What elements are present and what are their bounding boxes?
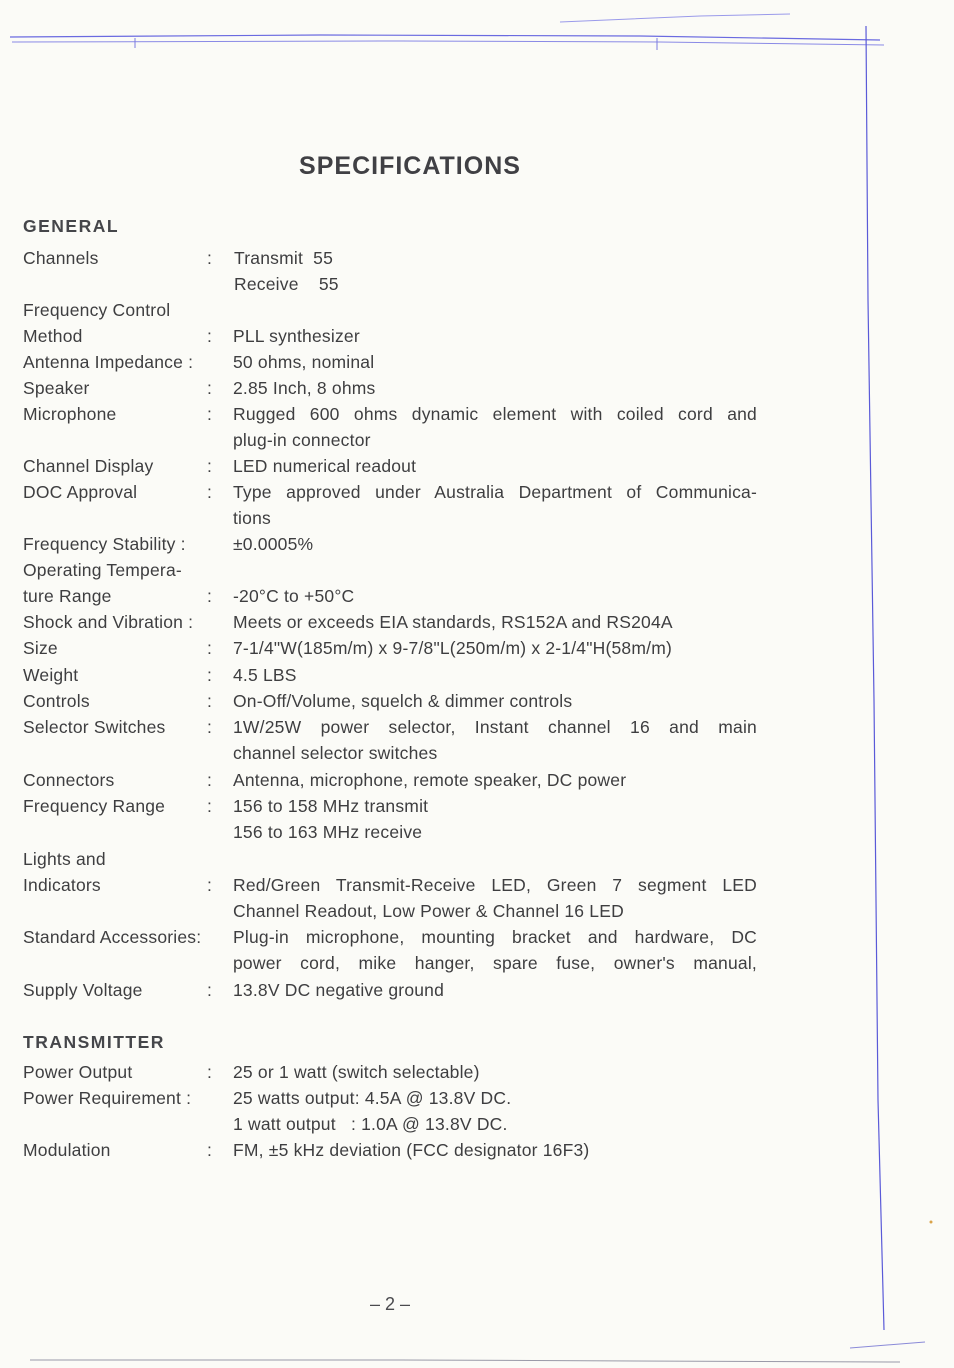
spec-value: tions — [233, 508, 271, 528]
spec-value: channel selector switches — [233, 743, 438, 763]
section-heading-general: GENERAL — [23, 216, 120, 236]
colon: : — [207, 638, 213, 658]
spec-row-channel-display — [0, 456, 954, 482]
spec-row-frequency-stability — [0, 534, 954, 560]
colon: : — [207, 980, 213, 1000]
spec-row-controls — [0, 691, 954, 717]
spec-row-antenna-impedance — [0, 352, 954, 378]
spec-row-method — [0, 326, 954, 352]
spec-label: DOC Approval — [23, 482, 138, 502]
spec-row-weight — [0, 665, 954, 691]
spec-row-speaker — [0, 378, 954, 404]
colon: : — [207, 378, 213, 398]
spec-value: FM, ±5 kHz deviation (FCC designator 16F3) — [233, 1140, 590, 1160]
colon: : — [207, 691, 213, 711]
spec-value: Transmit 55 — [234, 248, 334, 268]
spec-row-frequency-control — [0, 300, 954, 326]
spec-value: 50 ohms, nominal — [233, 352, 375, 372]
colon: : — [207, 717, 213, 737]
spec-row-frequency-range — [0, 796, 954, 822]
spec-row-power-requirement — [0, 1088, 954, 1114]
spec-row-selector-switches-cont — [0, 743, 954, 769]
colon: : — [207, 404, 213, 424]
spec-row-power-output — [0, 1062, 954, 1088]
bottom-pen-line — [850, 1342, 925, 1348]
colon: : — [207, 482, 213, 502]
colon: : — [207, 665, 213, 685]
spec-row-channels-receive — [0, 274, 954, 300]
page-number: – 2 – — [369, 1294, 411, 1314]
colon: : — [207, 1062, 213, 1082]
spec-value: 1 watt output : 1.0A @ 13.8V DC. — [233, 1114, 508, 1134]
spec-value: On-Off/Volume, squelch & dimmer controls — [233, 691, 573, 711]
spec-value: ±0.0005% — [233, 534, 314, 554]
spec-value: Channel Readout, Low Power & Channel 16 LED — [233, 901, 624, 921]
spec-label: Lights and — [23, 849, 106, 869]
spec-value: -20°C to +50°C — [233, 586, 355, 606]
spec-value: PLL synthesizer — [233, 326, 360, 346]
spec-label: Weight — [23, 665, 79, 685]
spec-label: Speaker — [23, 378, 90, 398]
colon: : — [207, 796, 213, 816]
spec-label: Antenna Impedance : — [23, 352, 194, 372]
spec-label: Channels — [23, 248, 99, 268]
spec-row-shock-vibration — [0, 612, 954, 638]
spec-row-microphone — [0, 404, 954, 430]
top-pen-line — [10, 35, 880, 40]
spec-label: Microphone — [23, 404, 117, 424]
spec-label: Shock and Vibration : — [23, 612, 194, 632]
spec-row-temperature-range — [0, 586, 954, 612]
spec-label: Operating Tempera- — [23, 560, 182, 580]
spec-value: LED numerical readout — [233, 456, 417, 476]
spec-row-lights — [0, 849, 954, 875]
spec-label: Power Output — [23, 1062, 133, 1082]
colon: : — [207, 1140, 213, 1160]
spec-value: 4.5 LBS — [233, 665, 297, 685]
spec-row-frequency-range-cont — [0, 822, 954, 848]
spec-label: Connectors — [23, 770, 115, 790]
spec-label: Power Requirement : — [23, 1088, 192, 1108]
spec-label: Frequency Range — [23, 796, 166, 816]
top-pen-stroke — [560, 14, 790, 22]
colon: : — [207, 586, 213, 606]
spec-row-selector-switches — [0, 717, 954, 743]
spec-row-doc-approval-cont — [0, 508, 954, 534]
spec-value: 156 to 163 MHz receive — [233, 822, 423, 842]
spec-value: 2.85 Inch, 8 ohms — [233, 378, 376, 398]
spec-row-operating-temperature — [0, 560, 954, 586]
spec-value: 13.8V DC negative ground — [233, 980, 445, 1000]
spec-row-standard-accessories-cont — [0, 953, 954, 979]
spec-value: Meets or exceeds EIA standards, RS152A and RS204A — [233, 612, 673, 632]
spec-value: Plug-in microphone, mounting bracket and hardware, DC — [233, 927, 757, 947]
spec-value: Rugged 600 ohms dynamic element with coiled cord and — [233, 404, 757, 424]
spec-value: Antenna, microphone, remote speaker, DC power — [233, 770, 627, 790]
spec-value: power cord, mike hanger, spare fuse, owner's manual, — [233, 953, 757, 973]
page-title: SPECIFICATIONS — [299, 152, 521, 180]
colon: : — [207, 875, 213, 895]
spec-value: 156 to 158 MHz transmit — [233, 796, 429, 816]
spec-row-modulation — [0, 1140, 954, 1166]
spec-row-channels — [0, 248, 954, 274]
spec-label: Size — [23, 638, 58, 658]
colon: : — [207, 326, 213, 346]
spec-label: Controls — [23, 691, 90, 711]
spec-label: Selector Switches — [23, 717, 166, 737]
spec-row-power-requirement-cont — [0, 1114, 954, 1140]
top-pen-line-2 — [12, 41, 884, 45]
spec-label: Indicators — [23, 875, 101, 895]
spec-value: plug-in connector — [233, 430, 371, 450]
section-heading-transmitter: TRANSMITTER — [23, 1032, 165, 1052]
spec-value: 1W/25W power selector, Instant channel 16 and main — [233, 717, 757, 737]
spec-label: Method — [23, 326, 83, 346]
spec-row-microphone-cont — [0, 430, 954, 456]
spec-label: Frequency Control — [23, 300, 171, 320]
spec-value: 7-1/4"W(185m/m) x 9-7/8"L(250m/m) x 2-1/4"H(58m/m) — [233, 638, 673, 658]
spec-label: Modulation — [23, 1140, 111, 1160]
spec-label: Supply Voltage — [23, 980, 143, 1000]
spec-row-doc-approval — [0, 482, 954, 508]
scan-speck — [930, 1221, 933, 1224]
colon: : — [207, 456, 213, 476]
spec-label: Standard Accessories: — [23, 927, 202, 947]
spec-label: Channel Display — [23, 456, 154, 476]
colon: : — [207, 770, 213, 790]
spec-row-indicators-cont — [0, 901, 954, 927]
spec-row-supply-voltage — [0, 980, 954, 1006]
spec-value: Receive 55 — [234, 274, 339, 294]
bottom-edge-line — [30, 1360, 900, 1362]
spec-label: Frequency Stability : — [23, 534, 186, 554]
spec-row-standard-accessories — [0, 927, 954, 953]
spec-row-indicators — [0, 875, 954, 901]
spec-value: 25 or 1 watt (switch selectable) — [233, 1062, 480, 1082]
colon: : — [207, 248, 213, 268]
spec-label: ture Range — [23, 586, 112, 606]
spec-value: 25 watts output: 4.5A @ 13.8V DC. — [233, 1088, 512, 1108]
spec-row-size — [0, 638, 954, 664]
spec-value: Red/Green Transmit-Receive LED, Green 7 segment LED — [233, 875, 757, 895]
spec-row-connectors — [0, 770, 954, 796]
spec-value: Type approved under Australia Department of Communica- — [233, 482, 757, 502]
